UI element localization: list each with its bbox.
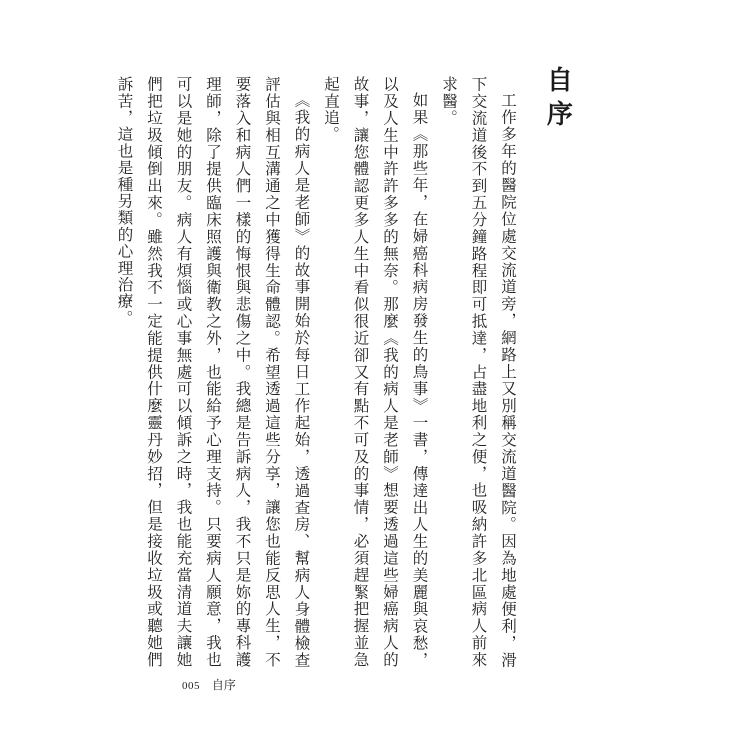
- page-footer: [182, 676, 236, 693]
- paragraph-1: 工作多年的醫院位處交流道旁，網路上又別稱交流道醫院。因為地處便利，滑下交流道後不到五分鐘路程即可抵達，占盡地利之便，也吸納許多北區病人前來求醫。: [440, 76, 517, 668]
- paragraph-2: 如果《那些年，在婦癌科病房發生的鳥事》一書，傳達出人生的美麗與哀愁，以及人生中許許多多的無奈。那麼《我的病人是老師》想要透過這些婦癌病人的故事，讓您體認更多人生中看似很近卻又有點不可及的事情，必須趕緊把握並急起直追。: [322, 76, 429, 668]
- page-number: 005: [182, 680, 200, 692]
- body-text: [109, 76, 522, 668]
- footer-section-title: 自序: [211, 678, 236, 692]
- chapter-title: 自序: [542, 66, 573, 134]
- paragraph-3: 《我的病人是老師》的故事開始於每日工作起始，透過查房、幫病人身體檢查評估與相互溝通之中獲得生命體認。希望透過這些分享，讓您也能反思人生，不要落入和病人們一樣的悔恨與悲傷之中。我總是告訴病人，我不只是妳的專科護理師，除了提供臨床照護與衛教之外，也能給予心理支持。只要病人願意，我也可以是她的朋友。病人有煩惱或心事無處可以傾訴之時，我也能充當清道夫讓她們把垃圾傾倒出來。雖然我不一定能提供什麼靈丹妙招，但是接收垃圾或聽她們訴苦，這也是種另類的心理治療。: [115, 76, 311, 668]
